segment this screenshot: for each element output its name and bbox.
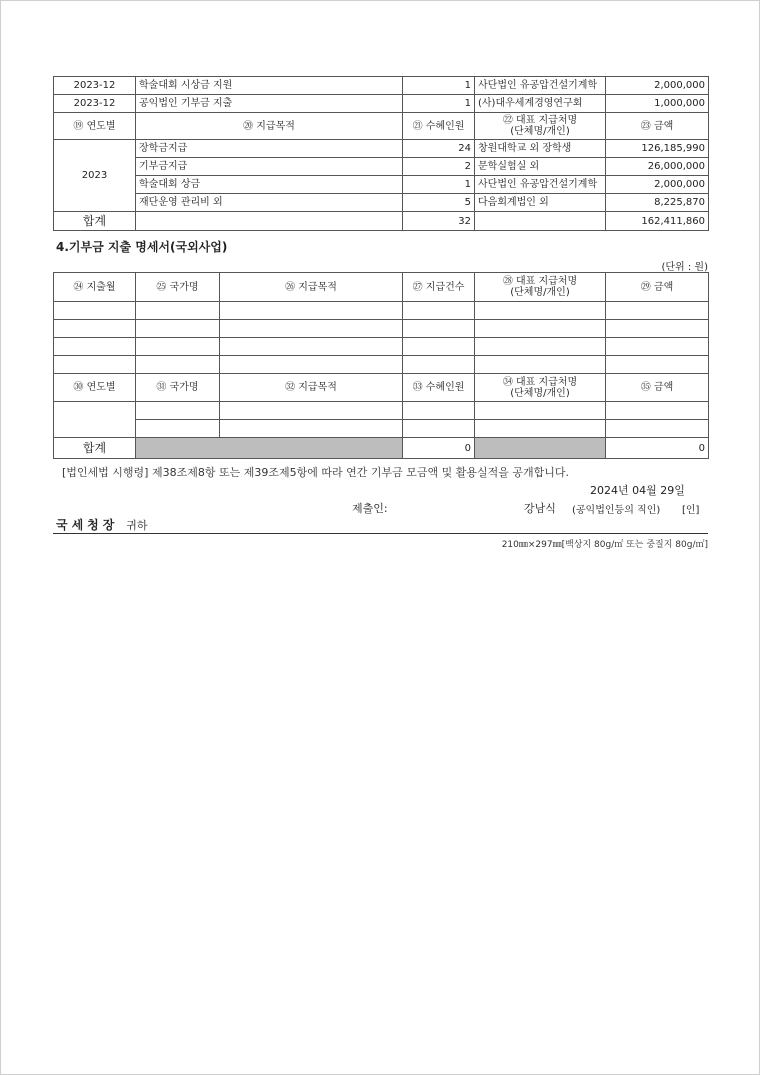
- table-header-row: [54, 113, 709, 140]
- count-cell: 2: [403, 158, 475, 176]
- bottom-divider: [53, 533, 708, 534]
- section-title: 4.기부금 지출 명세서(국외사업): [56, 240, 228, 254]
- total-label: 합계: [54, 212, 136, 231]
- count-cell: 5: [403, 194, 475, 212]
- total-count: 32: [403, 212, 475, 231]
- year-cell: [54, 402, 136, 438]
- recipient-cell: 다음회계법인 외: [475, 194, 606, 212]
- amount-cell: 2,000,000: [606, 176, 709, 194]
- count-header: ㉗ 지급건수: [403, 273, 475, 302]
- total-row: [54, 212, 709, 231]
- total-row: [54, 438, 709, 459]
- country-header: ㉛ 국가명: [136, 374, 220, 402]
- recipient-cell: 창원대학교 외 장학생: [475, 140, 606, 158]
- purpose-cell: 학술대회 상금: [136, 176, 403, 194]
- recipient-line: [56, 516, 147, 533]
- submission-date: [590, 482, 685, 498]
- amount-cell: 8,225,870: [606, 194, 709, 212]
- total-label: 합계: [54, 438, 136, 459]
- total-amount: 162,411,860: [606, 212, 709, 231]
- total-purpose-cell: [136, 212, 403, 231]
- purpose-cell: 장학금지급: [136, 140, 403, 158]
- year-header: ⑲ 연도별: [54, 113, 136, 140]
- beneficiaries-header: ㉝ 수혜인원: [403, 374, 475, 402]
- total-recipient-cell: [475, 212, 606, 231]
- purpose-header: ㉖ 지급목적: [220, 273, 403, 302]
- seal-mark: [인]: [682, 505, 700, 516]
- total-amount: 0: [606, 438, 709, 459]
- table-row: [54, 194, 709, 212]
- table-row: [54, 95, 709, 113]
- date-cell: 2023-12: [54, 95, 136, 113]
- amount-cell: 1,000,000: [606, 95, 709, 113]
- amount-header: ㉙ 금액: [606, 273, 709, 302]
- table-row: [54, 158, 709, 176]
- count-cell: 24: [403, 140, 475, 158]
- domestic-donation-table: [53, 76, 709, 231]
- date-month: 04월: [632, 484, 657, 497]
- table-row: [54, 402, 709, 420]
- purpose-cell: 기부금지급: [136, 158, 403, 176]
- table-row: [54, 176, 709, 194]
- table-row: [54, 140, 709, 158]
- table-row: [54, 302, 709, 320]
- year-header: ㉚ 연도별: [54, 374, 136, 402]
- count-cell: 1: [403, 176, 475, 194]
- recipient-title: 국세청장: [56, 518, 119, 532]
- purpose-cell: 공익법인 기부금 지출: [136, 95, 403, 113]
- recipient-header: ㉘ 대표 지급처명 (단체명/개인): [475, 273, 606, 302]
- table-header-row: [54, 273, 709, 302]
- count-cell: 1: [403, 95, 475, 113]
- amount-cell: 26,000,000: [606, 158, 709, 176]
- table-header-row: [54, 374, 709, 402]
- unit-label: (단위 : 원): [661, 262, 708, 273]
- recipient-cell: 사단법인 유공압건설기계학: [475, 77, 606, 95]
- amount-header: ㉟ 금액: [606, 374, 709, 402]
- date-day: 29일: [660, 484, 685, 497]
- country-header: ㉕ 국가명: [136, 273, 220, 302]
- submitter-label: 제출인:: [352, 502, 388, 515]
- purpose-cell: 재단운영 관리비 외: [136, 194, 403, 212]
- count-cell: 1: [403, 77, 475, 95]
- year-cell: 2023: [54, 140, 136, 212]
- table-row: [54, 338, 709, 356]
- submitter-role: (공익법인등의 직인): [572, 505, 661, 516]
- paper-spec: 210㎜×297㎜[백상지 80g/㎡ 또는 중질지 80g/㎡]: [501, 540, 708, 550]
- recipient-header: ㉒ 대표 지급처명 (단체명/개인): [475, 113, 606, 140]
- total-gray-cell: [475, 438, 606, 459]
- table-row: [54, 320, 709, 338]
- table-row: [54, 356, 709, 374]
- recipient-cell: (사)대우세계경영연구회: [475, 95, 606, 113]
- beneficiaries-header: ㉑ 수혜인원: [403, 113, 475, 140]
- purpose-header: ㉜ 지급목적: [220, 374, 403, 402]
- submitter-name: 강남식: [524, 502, 556, 515]
- recipient-suffix: 귀하: [126, 519, 148, 532]
- purpose-header: ⑳ 지급목적: [136, 113, 403, 140]
- total-gray-cell: [136, 438, 403, 459]
- recipient-header: ㉞ 대표 지급처명 (단체명/개인): [475, 374, 606, 402]
- amount-header: ㉓ 금액: [606, 113, 709, 140]
- purpose-cell: 학술대회 시상금 지원: [136, 77, 403, 95]
- date-cell: 2023-12: [54, 77, 136, 95]
- legal-note: [법인세법 시행령] 제38조제8항 또는 제39조제5항에 따라 연간 기부금 모금액 및 활용실적을 공개합니다.: [62, 466, 569, 479]
- foreign-donation-table: [53, 272, 709, 459]
- amount-cell: 126,185,990: [606, 140, 709, 158]
- recipient-cell: 사단법인 유공압건설기계학: [475, 176, 606, 194]
- amount-cell: 2,000,000: [606, 77, 709, 95]
- table-row: [54, 77, 709, 95]
- date-year: 2024년: [590, 484, 629, 497]
- month-header: ㉔ 지출월: [54, 273, 136, 302]
- recipient-cell: 문학실험실 외: [475, 158, 606, 176]
- total-count: 0: [403, 438, 475, 459]
- table-row: [54, 420, 709, 438]
